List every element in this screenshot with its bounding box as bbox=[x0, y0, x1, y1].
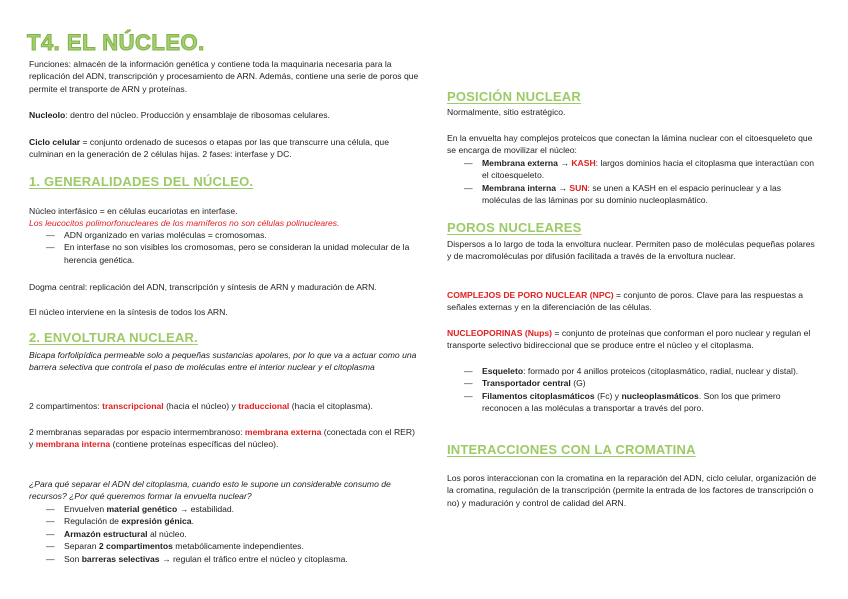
interacciones-paragraph: Los poros interaccionan con la cromatina en la reparación del ADN, ciclo celular, organización de la cromatina, regulación de la transcripción (permite la entrada de los factores de transcripción o no) y maduración y control de calidad del ARN. bbox=[447, 473, 817, 508]
poros-paragraph: Dispersos a lo largo de toda la envoltura nuclear. Permiten paso de moléculas pequeñas polares y de macromoléculas por difusión facilitada a través de la envoltura nuclear. bbox=[447, 239, 815, 262]
leucocitos-line: Los leucocitos polimorfonucleares de los mamíferos no son células polinucleares. bbox=[29, 218, 340, 228]
poros-list bbox=[447, 365, 821, 415]
section-generalidades-heading: 1. GENERALIDADES DEL NÚCLEO. bbox=[29, 174, 254, 189]
list-item: — Filamentos citoplasmáticos (Fc) y nucleoplasmáticos. Son los que primero reconocen a las moléculas a transportar a través del poro. bbox=[464, 390, 781, 414]
npc-term: COMPLEJOS DE PORO NUCLEAR (NPC) bbox=[447, 290, 614, 300]
list-item: — Transportador central (G) bbox=[464, 378, 586, 389]
nups-term: NUCLEOPORINAS (Nups) bbox=[447, 328, 553, 338]
list-item: — Envuelven material genético → estabilidad. bbox=[46, 504, 235, 514]
ciclo-label: Ciclo celular bbox=[29, 137, 81, 147]
list-item: — Membrana externa → KASH: largos dominios hacia el citoplasma que interactúan con el citoesqueleto. bbox=[464, 158, 814, 181]
npc-paragraph: COMPLEJOS DE PORO NUCLEAR (NPC) = conjunto de poros. Clave para las respuestas a señales externas y en la diferenciación de las células. bbox=[447, 290, 804, 313]
section-envoltura-heading: 2. ENVOLTURA NUCLEAR. bbox=[29, 330, 198, 345]
interfasico-line: Núcleo interfásico = en células eucariotas en interfase. bbox=[29, 206, 238, 216]
membrana-externa-term: membrana externa bbox=[244, 427, 322, 437]
page-title: T4. EL NÚCLEO. bbox=[27, 30, 205, 55]
generalidades-list bbox=[29, 229, 421, 266]
question-paragraph: ¿Para qué separar el ADN del citoplasma, cuando esto le supone un considerable consumo de recursos? ¿Por qué queremos formar la envuelta nuclear? bbox=[29, 479, 391, 502]
funciones-paragraph: Funciones: almacén de la información genética y contiene toda la maquinaria necesaria para la replicación del ADN, transcripción y procesamiento de ARN. Además, contiene una serie de poros que permite el transporte de ARN y proteínas. bbox=[29, 59, 419, 94]
reasons-list bbox=[29, 503, 421, 565]
membranas-line: 2 membranas separadas por espacio intermembranoso: membrana externa (conectada con el RER) y membrana interna (contiene proteínas específicas del núcleo). bbox=[29, 427, 415, 450]
ciclo-paragraph bbox=[29, 136, 421, 161]
sun-term: SUN bbox=[569, 182, 588, 193]
ciclo-text: = conjunto ordenado de sucesos o etapas por las que transcurre una célula, que culminan en la generación de 2 células hijas. 2 fases: interfase y DC. bbox=[29, 137, 389, 160]
nups-paragraph: NUCLEOPORINAS (Nups) = conjunto de proteínas que conforman el poro nuclear y regulan el transporte selectivo bidireccional que se produce entre el núcleo y el citoplasma. bbox=[447, 328, 811, 351]
membrana-interna-term: membrana interna bbox=[35, 439, 111, 450]
list-item: — Armazón estructural al núcleo. bbox=[46, 528, 187, 539]
list-item: — Separan 2 compartimentos metabólicamente independientes. bbox=[46, 541, 304, 552]
posicion-line: Normalmente, sitio estratégico. bbox=[447, 107, 566, 117]
list-item: — En interfase no son visibles los cromosomas, pero se consideran la unidad molecular de la herencia genética. bbox=[46, 242, 410, 265]
dogma-line-2: El núcleo interviene en la síntesis de todos los ARN. bbox=[29, 307, 228, 317]
list-item: — Membrana interna → SUN: se unen a KASH en el espacio perinuclear y a las moléculas de las láminas por su dominio nucleoplasmático. bbox=[464, 182, 782, 206]
section-posicion-heading: POSICIÓN NUCLEAR bbox=[447, 89, 581, 104]
nucleolo-text: : dentro del núcleo. Producción y ensamblaje de ribosomas celulares. bbox=[65, 110, 330, 120]
envoltura-description: Bicapa forfolipídica permeable solo a pequeñas sustancias apolares, por lo que va a actuar como una barrera selectiva que controla el paso de moléculas entre el interior nuclear y el citoplasma bbox=[29, 350, 417, 373]
compartimentos-line: 2 compartimentos: transcripcional (hacia el núcleo) y traduccional (hacia el citoplasma). bbox=[29, 401, 373, 411]
posicion-list bbox=[447, 157, 821, 207]
section-poros-heading: POROS NUCLEARES bbox=[447, 220, 582, 235]
nucleolo-paragraph bbox=[29, 109, 421, 121]
posicion-paragraph: En la envuelta hay complejos proteicos que conectan la lámina nuclear con el citoesqueleto que se encarga de movilizar el núcleo: bbox=[447, 133, 813, 156]
section-interacciones-heading: INTERACCIONES CON LA CROMATINA bbox=[447, 442, 696, 457]
nucleolo-label: Nucleolo bbox=[29, 110, 66, 120]
list-item: — Son barreras selectivas → regulan el tráfico entre el núcleo y citoplasma. bbox=[46, 553, 348, 564]
list-item: — Regulación de expresión génica. bbox=[46, 516, 194, 527]
list-item: — Esqueleto: formado por 4 anillos proteicos (citoplasmático, radial, nuclear y distal). bbox=[464, 366, 799, 376]
list-item: — ADN organizado en varias moléculas = cromosomas. bbox=[46, 230, 267, 240]
transcripcional-term: transcripcional bbox=[102, 401, 164, 411]
dogma-line: Dogma central: replicación del ADN, transcripción y síntesis de ARN y maduración de ARN. bbox=[29, 282, 377, 292]
traduccional-term: traduccional bbox=[238, 401, 290, 411]
kash-term: KASH bbox=[571, 158, 596, 168]
